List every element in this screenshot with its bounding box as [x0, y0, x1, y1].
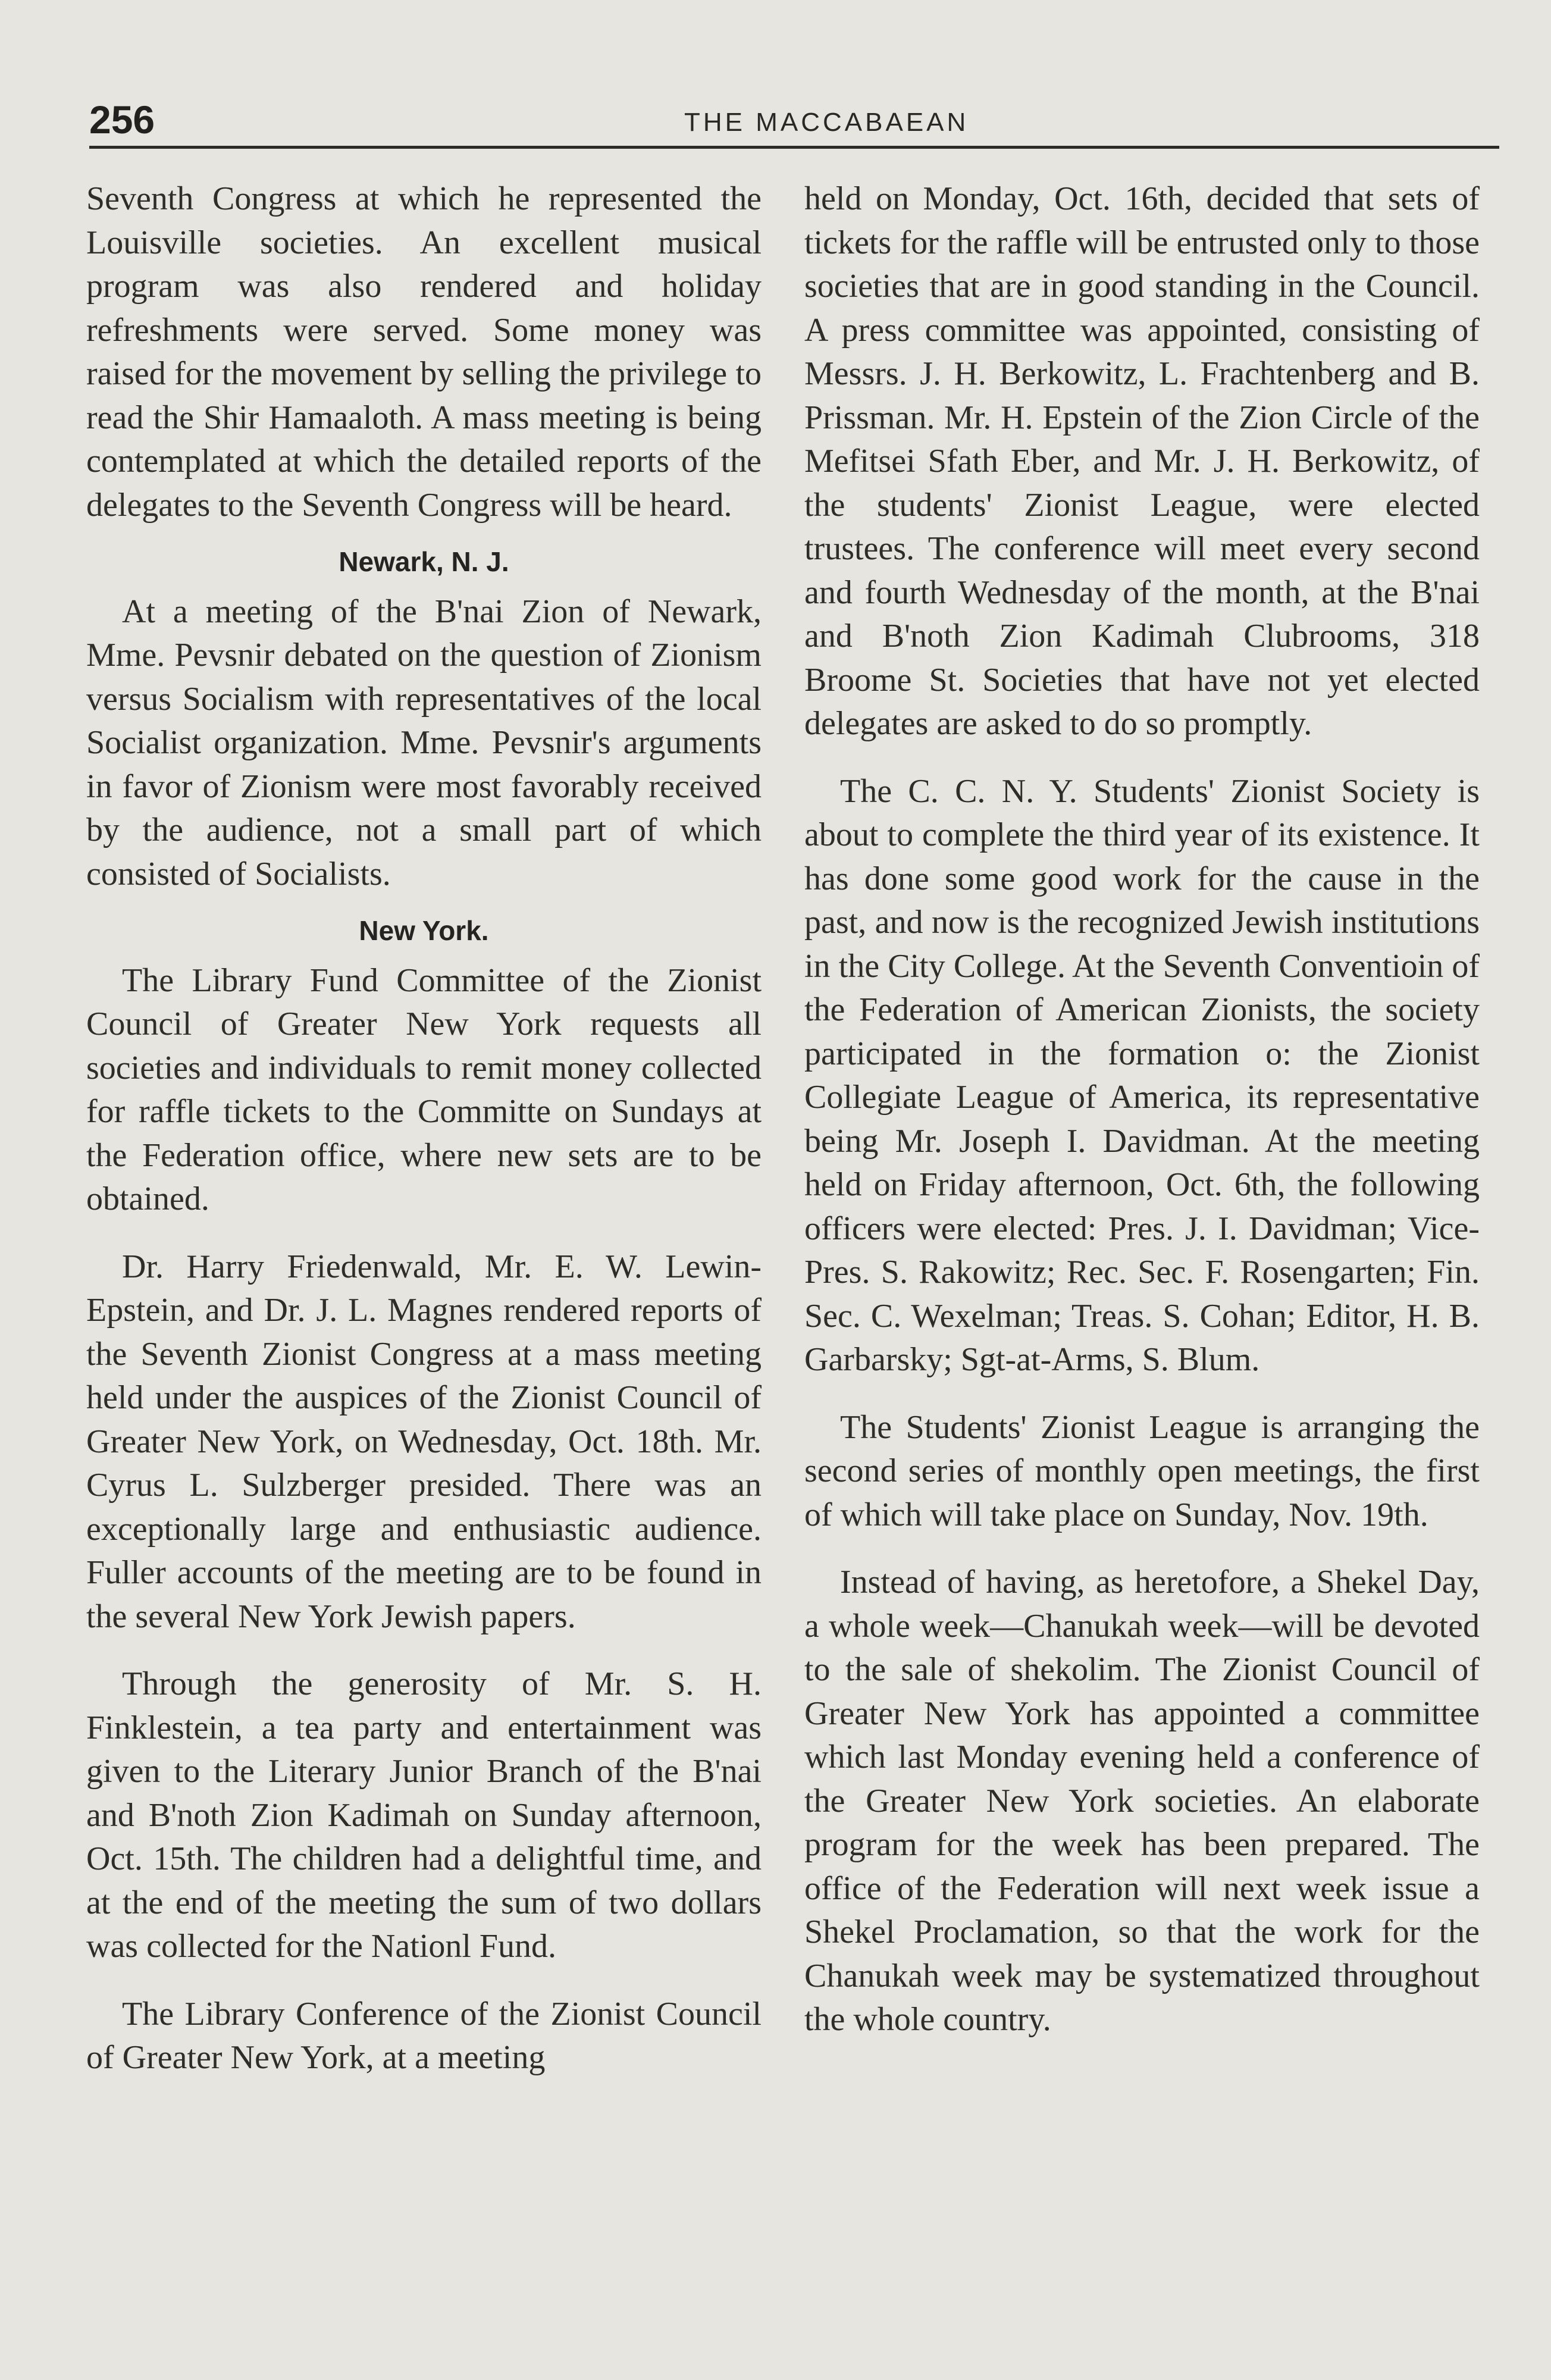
- paragraph-mass-meeting: Dr. Harry Friedenwald, Mr. E. W. Lewin-Epstein, and Dr. J. L. Magnes rendered reports of the Seventh Zionist Congress at a mass meeting held under the auspices of the Zionist Council of Greater New York, on Wednesday, Oct. 18th. Mr. Cyrus L. Sulzberger presided. There was an exceptionally large and enthusiastic audience. Fuller accounts of the meeting are to be found in the several New York Jewish papers.: [86, 1248, 762, 1635]
- page-header: [89, 89, 1499, 149]
- paragraph-library-conference-continued: held on Monday, Oct. 16th, decided that sets of tickets for the raffle will be entrusted only to those societies that are in good standing in the Council. A press committee was appointed, consisting of Messrs. J. H. Berkowitz, L. Frachtenberg and B. Prissman. Mr. H. Epstein of the Zion Circle of the Mefitsei Sfath Eber, and Mr. J. H. Berkowitz, of the students' Zionist League, were elected trustees. The conference will meet every second and fourth Wednesday of the month, at the B'nai and B'noth Zion Kadimah Clubrooms, 318 Broome St. Societies that have not yet elected delegates are asked to do so promptly.: [804, 180, 1480, 742]
- paragraph-louisville-continued: Seventh Congress at which he represented the Louisville societies. An excellent musical program was also rendered and holiday refreshments were served. Some money was raised for the movement by selling the privilege to read the Shir Hamaaloth. A mass meeting is being contemplated at which the detailed reports of the delegates to the Seventh Congress will be heard.: [86, 180, 762, 524]
- paragraph-tea-party: Through the generosity of Mr. S. H. Finklestein, a tea party and entertainment was given to the Literary Junior Branch of the B'nai and B'noth Zion Kadimah on Sunday afternoon, Oct. 15th. The children had a delightful time, and at the end of the meeting the sum of two dollars was collected for the Nationl Fund.: [86, 1665, 762, 1965]
- section-heading-newark: Newark, N. J.: [339, 546, 509, 577]
- section-heading-new-york: New York.: [359, 915, 489, 946]
- paragraph-newark: At a meeting of the B'nai Zion of Newark, Mme. Pevsnir debated on the question of Zionism versus Socialism with representatives of the local Socialist organization. Mme. Pevsnir's arguments in favor of Zionism were most favorably received by the audience, not a small part of which consisted of Socialists.: [86, 593, 762, 892]
- right-column: [804, 177, 1480, 2042]
- paragraph-library-fund: The Library Fund Committee of the Zionist Council of Greater New York requests all societies and individuals to remit money collected for raffle tickets to the Committe on Sundays at the Federation office, where new sets are to be obtained.: [86, 962, 762, 1217]
- running-title: THE MACCABAEAN: [684, 108, 969, 137]
- page-number: 256: [89, 98, 155, 142]
- paragraph-shekel-week: Instead of having, as heretofore, a Shekel Day, a whole week—Chanukah week—will be devoted to the sale of shekolim. The Zionist Council of Greater New York has appointed a committee which last Monday evening held a conference of the Greater New York societies. An elaborate program for the week has been prepared. The office of the Federation will next week issue a Shekel Proclamation, so that the work for the Chanukah week may be systematized throughout the whole country.: [804, 1564, 1480, 2038]
- paragraph-library-conference: The Library Conference of the Zionist Council of Greater New York, at a meeting: [86, 1995, 762, 2076]
- left-column: [86, 177, 762, 2080]
- paragraph-ccny-society: The C. C. N. Y. Students' Zionist Society is about to complete the third year of its existence. It has done some good work for the cause in the past, and now is the recognized Jewish institutions in the City College. At the Seventh Conventioin of the Federation of American Zionists, the society participated in the formation o: the Zionist Collegiate League of America, its representative being Mr. Joseph I. Davidman. At the meeting held on Friday afternoon, Oct. 6th, the following officers were elected: Pres. J. I. Davidman; Vice-Pres. S. Rakowitz; Rec. Sec. F. Rosengarten; Fin. Sec. C. Wexelman; Treas. S. Cohan; Editor, H. B. Garbarsky; Sgt-at-Arms, S. Blum.: [804, 772, 1480, 1378]
- paragraph-students-league: The Students' Zionist League is arranging the second series of monthly open meetings, the first of which will take place on Sunday, Nov. 19th.: [804, 1408, 1480, 1533]
